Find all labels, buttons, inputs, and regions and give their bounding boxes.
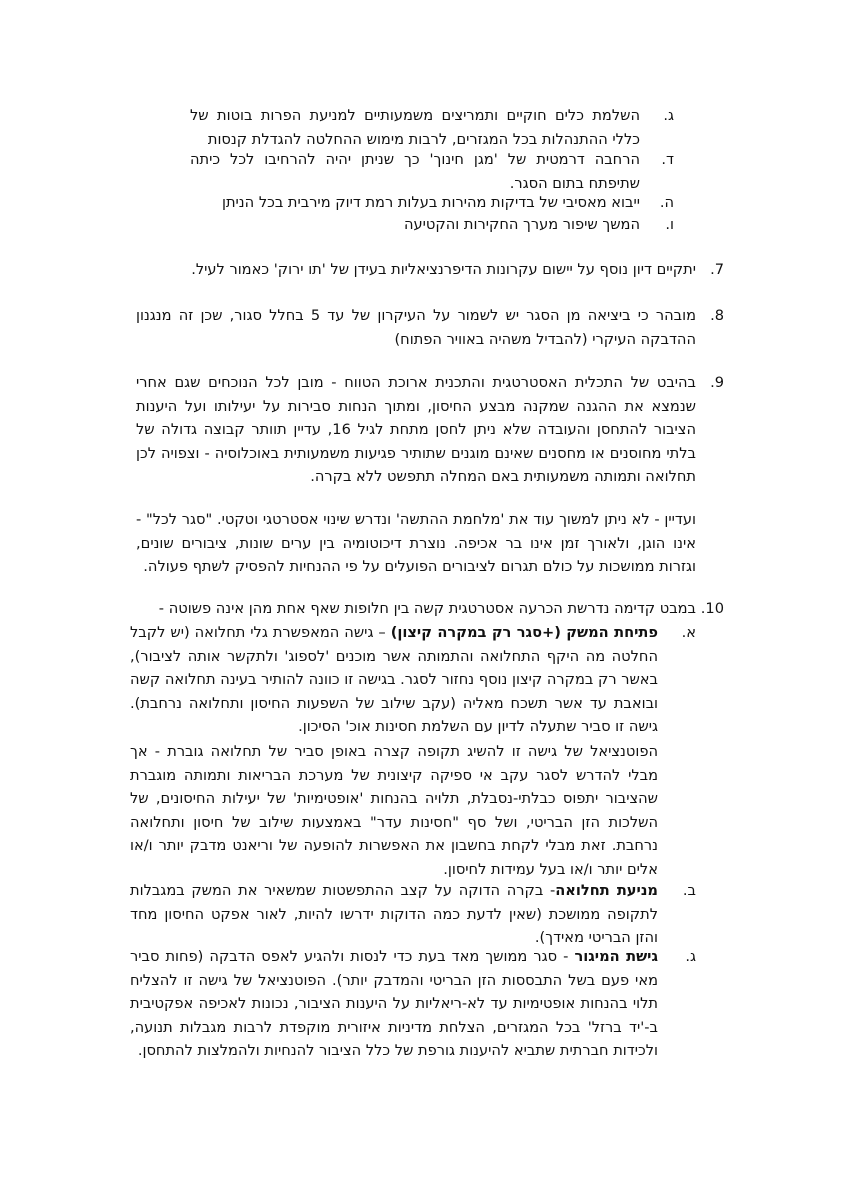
subitem-body: – גישה המאפשרת גלי תחלואה (יש לקבל החלטה מה היקף התחלואה והתמותה אשר מוכנים 'לספוג' ולתקשר אותה לציבור), באשר רק במקרה קיצון נוסף נחזור לסגר. בגישה זו כוונה להותיר בעינה תחלואה קשה ובואבת עד אשר תשכח מאליה (עקב שילוב של השפעות החיסון ותחלואה נרחבת). גישה זו סביר שתעלה לדיון עם השלמת חסינות אוכ' הסיכון.: [130, 624, 658, 735]
item-text: יתקיים דיון נוסף על יישום עקרונות הדיפרנציאליות בעידן של 'תו ירוק' כאמור לעיל.: [191, 261, 696, 278]
item-text: מובהר כי ביציאה מן הסגר יש לשמור על העיקרון של עד 5 בחלל סגור, שכן זה מנגנון ההדבקה העיקרי (להבדיל משהיה באוויר הפתוח): [136, 307, 696, 348]
subitem-paragraph: הפוטנציאל של גישה זו להשיג תקופה קצרה באופן סביר של תחלואה גוברת - אך מבלי להדרש לסגר עקב אי ספיקה קיצונית של מערכת הבריאות ותמותה מוגברת שהציבור יתפוס כבלתי-נסבלת, תלויה בהנחות 'אופטימיות' של יעילות החיסונים, של השלכות הזן הבריטי, ושל סף "חסינות עדר" באמצעות שילוב של חיסון ותחלואה נרחבת. זאת מבלי לקחת בחשבון את האפשרות להופעה של וריאנט מדבק יותר ו/או אלים יותר ו/או בעל עמידות לחיסון.: [130, 743, 658, 878]
list-marker: ה.: [659, 194, 674, 211]
subitem-text: [130, 945, 658, 1063]
list-marker: ד.: [661, 151, 674, 168]
subitem-marker: ב.: [682, 882, 696, 899]
subitem-heading: פתיחת המשק (+סגר רק במקרה קיצון): [390, 624, 658, 641]
item-number: 7.: [710, 261, 724, 278]
subitem-text: [130, 621, 658, 739]
item-number: 8.: [710, 307, 724, 324]
list-item-text: המשך שיפור מערך החקירות והקטיעה: [404, 216, 640, 233]
item-text: במבט קדימה נדרשת הכרעה אסטרטגית קשה בין חלופות שאף אחת מהן אינה פשוטה -: [158, 600, 696, 617]
subitem-body: - בקרה הדוקה על קצב ההתפשטות שמשאיר את המשק במגבלות לתקופה ממושכת (שאין לדעת כמה הדוקות ידרשו להיות, לאור אפקט החיסון מחד והזן הבריטי מאידך).: [130, 882, 658, 946]
subitem-marker: ג.: [685, 948, 696, 965]
list-item-text: השלמת כלים חוקיים ותמריצים משמעותיים למניעת הפרות בוטות של כללי ההתנהלות בכל המגזרים, לרבות מימוש ההחלטה להגדלת קנסות: [190, 107, 640, 148]
item-text: בהיבט של התכלית האסטרטגית והתכנית ארוכת הטווח - מובן לכל הנוכחים שגם אחרי שנמצא את ההגנה שמקנה מבצע החיסון, ומתוך הנחות סבירות על יעילותו ועל היענות הציבור להתחסן והעובדה שלא ניתן לחסן מתחת לגיל 16, עדיין תוותר קבוצה גדולה של בלתי מחוסנים או מחסנים שאינם מוגנים שתותיר פגיעות משמעותית באוכלוסיה - וצפויה לכן תחלואה ותמותה משמעותית באם המחלה תתפשט ללא בקרה.: [136, 374, 696, 485]
subitem-body: - סגר ממושך מאד בעת כדי לנסות ולהגיע לאפס הדבקה (פחות סביר מאי פעם בשל התבססות הזן הבריטי והמדבק יותר). הפוטנציאל של גישה זו להצליח תלוי בהנחות אופטימיות עד לא-ריאליות על היענות הציבור, נכונות לאכיפה אפקטיבית ב-'יד ברזל' בכל המגזרים, הצלחת מדיניות איזורית מוקפדת לרבות מגבלות תנועה, ולכידות חברתית שתביא להיענות גורפת של כלל הציבור להנחיות ולהמלצות להתחסן.: [130, 948, 658, 1059]
list-marker: ו.: [665, 216, 674, 233]
subitem-text: [130, 879, 658, 950]
body-paragraph: ועדיין - לא ניתן למשוך עוד את 'מלחמת ההתשה' ונדרש שינוי אסטרטגי וטקטי. "סגר לכל" - אינו הוגן, ולאורך זמן אינו בר אכיפה. נוצרת דיכוטומיה בין ערים שונות, ציבורים שונים, וגזרות ממושכות על כולם תגרום לציבורים הפועלים על פי ההנחיות להפסיק לשתף פעולה.: [136, 511, 696, 575]
list-item-text: הרחבה דרמטית של 'מגן חינוך' כך שניתן יהיה להרחיבו לכל כיתה שתיפתח בתום הסגר.: [190, 151, 640, 192]
subitem-heading: גישת המיגור: [574, 948, 658, 965]
list-item-text: ייבוא מאסיבי של בדיקות מהירות בעלות רמת דיוק מירבית בכל הניתן: [221, 194, 640, 211]
list-marker: ג.: [663, 107, 674, 124]
subitem-marker: א.: [681, 624, 696, 641]
item-number: 9.: [710, 374, 724, 391]
item-number: 10.: [700, 600, 724, 617]
subitem-heading: מניעת תחלואה: [555, 882, 658, 899]
